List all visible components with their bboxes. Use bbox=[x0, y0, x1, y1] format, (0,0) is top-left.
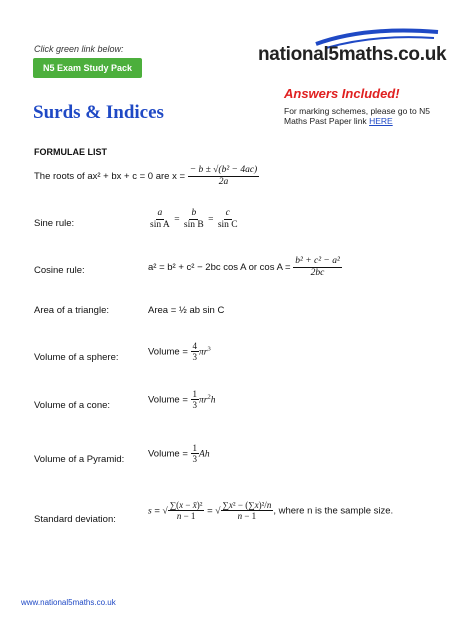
cosine-rule-label: Cosine rule: bbox=[34, 265, 85, 276]
cone-volume-label: Volume of a cone: bbox=[34, 400, 111, 411]
quadratic-formula bbox=[34, 165, 259, 188]
marking-text: For marking schemes, please go to N5 Maths Past Paper link bbox=[284, 106, 430, 126]
answers-heading: Answers Included! bbox=[284, 86, 400, 101]
click-instruction: Click green link below: bbox=[34, 44, 124, 54]
footer-link[interactable]: www.national5maths.co.uk bbox=[21, 598, 116, 607]
cosine-formula-text: a² = b² + c² − 2bc cos A or cos A = bbox=[148, 261, 291, 273]
study-pack-button[interactable]: N5 Exam Study Pack bbox=[33, 58, 142, 78]
roots-denominator: 2a bbox=[218, 176, 229, 187]
sine-rule-formula: $\frac{a}{\text{sin A}}$ = $\frac{b}{\text{sin B}}$ = $\frac{c}{\text{sin C}}$ bbox=[150, 208, 238, 230]
site-logo[interactable]: national5maths.co.uk bbox=[258, 44, 447, 65]
cosine-rule-formula bbox=[148, 256, 342, 279]
sphere-volume-label: Volume of a sphere: bbox=[34, 352, 119, 363]
formulae-heading: FORMULAE LIST bbox=[34, 147, 107, 157]
std-dev-note: , where n is the sample size. bbox=[273, 505, 394, 517]
roots-equation: ax² + bx + c = 0 are x = bbox=[87, 170, 186, 182]
std-dev-formula: s = √ $\frac{\text{∑(x − x̄)²}}{n - 1}$ = √ $\frac{\text{∑x² − (∑x)²/n}}{n - 1}$ , where n is the sample size. bbox=[148, 500, 394, 522]
sine-rule-label: Sine rule: bbox=[34, 218, 75, 229]
here-link[interactable]: HERE bbox=[369, 116, 393, 126]
cosine-numerator: b² + c² − a² bbox=[295, 256, 340, 266]
roots-numerator: − b ± √(b² − 4ac) bbox=[189, 165, 258, 175]
triangle-area-label: Area of a triangle: bbox=[34, 305, 109, 316]
pyramid-volume-formula: Volume = $\frac{1}{3}$ Ah bbox=[148, 443, 210, 465]
std-dev-label: Standard deviation: bbox=[34, 514, 116, 525]
roots-lead: The roots of bbox=[34, 170, 85, 182]
pyramid-volume-label: Volume of a Pyramid: bbox=[34, 454, 125, 465]
marking-schemes-note bbox=[284, 106, 454, 126]
page-title: Surds & Indices bbox=[33, 102, 164, 123]
cosine-denominator: 2bc bbox=[310, 267, 325, 278]
triangle-area-formula: Area = ½ ab sin C bbox=[148, 305, 225, 316]
sphere-volume-formula: Volume = $\frac{4}{3}$ $\pi r^3$ bbox=[148, 341, 211, 363]
cone-volume-formula: Volume = $\frac{1}{3}$ $\pi r^2h$ bbox=[148, 389, 216, 411]
